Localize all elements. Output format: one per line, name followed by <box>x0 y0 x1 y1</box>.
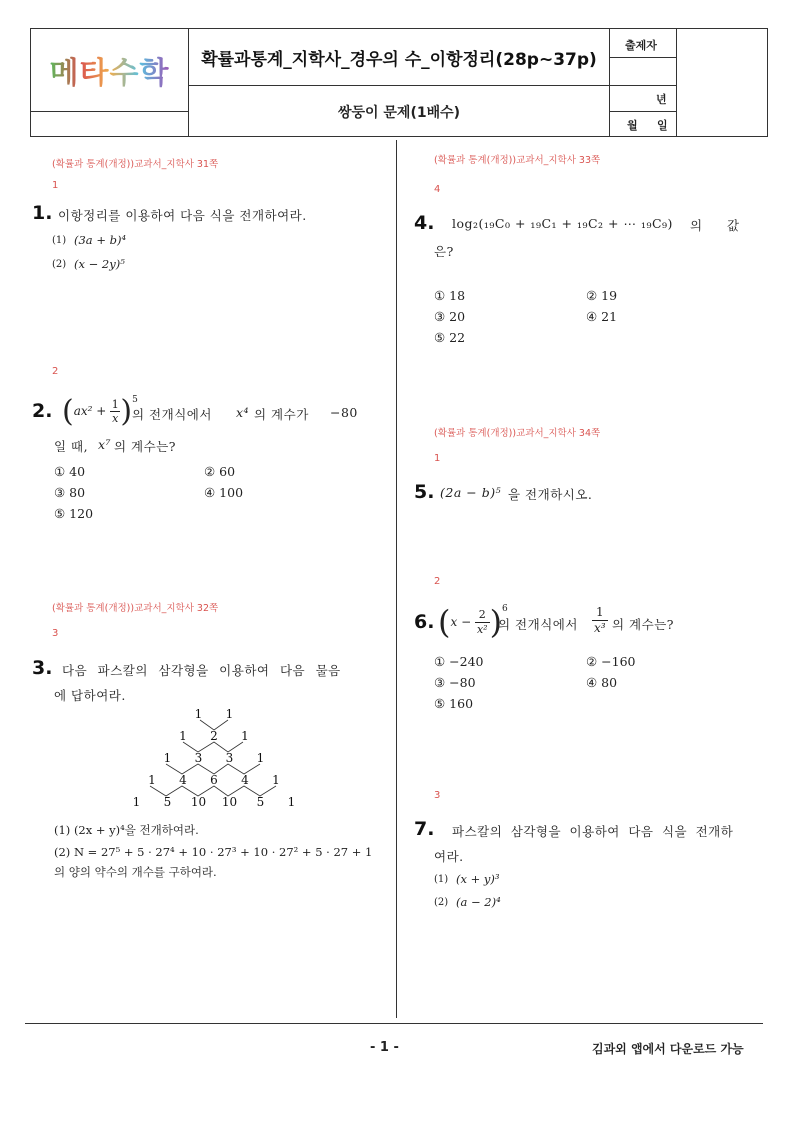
sub-expression: (a − 2)⁴ <box>456 895 501 909</box>
math-value: −80 <box>330 405 358 420</box>
document-title: 확률과통계_지학사_경우의 수_이항정리(28p~37p) <box>201 49 597 70</box>
answer-option[interactable]: ⑤ 160 <box>434 696 474 711</box>
question-text: 을 전개하시오. <box>508 487 593 502</box>
footer-divider <box>25 1023 763 1024</box>
question-text: 의 계수가 <box>254 407 309 422</box>
author-label: 출제자 <box>625 39 657 52</box>
logo-text: 메타수학 <box>50 48 170 92</box>
question-text: 의 전개식에서 <box>132 407 212 422</box>
sub-question: (1) (2x + y)⁴을 전개하여라. <box>54 823 199 837</box>
pascal-number: 4 <box>241 773 249 787</box>
problem-index: 1 <box>52 180 59 191</box>
page-number: - 1 - <box>370 1040 399 1055</box>
question-text: 은? <box>434 244 454 259</box>
sub-question: 의 양의 약수의 개수를 구하여라. <box>54 865 217 879</box>
source-label: (확률과 통계(개정))교과서_지학사 33쪽 <box>434 155 601 166</box>
sub-label: (1) <box>52 235 67 246</box>
answer-option[interactable]: ① 18 <box>434 288 466 303</box>
answer-option[interactable]: ② 19 <box>586 288 618 303</box>
sub-label: (2) <box>52 259 67 270</box>
source-label: (확률과 통계(개정))교과서_지학사 34쪽 <box>434 428 601 439</box>
pascal-number: 2 <box>210 729 218 743</box>
math-term: x⁷ <box>98 437 112 452</box>
problem-index: 1 <box>434 453 441 464</box>
problem-index: 2 <box>434 576 441 587</box>
year-label: 년 <box>656 93 667 106</box>
q2-expression: ( ax² + $\frac{1}{x}$ ) 5 <box>62 393 138 429</box>
pascal-number: 6 <box>210 773 218 787</box>
logo <box>31 29 188 111</box>
pascal-number: 10 <box>221 795 238 809</box>
pascal-number: 1 <box>179 729 187 743</box>
pascal-number: 1 <box>132 795 141 809</box>
sub-label: (1) <box>434 874 449 885</box>
q6-expression: ( x − $\frac{2}{\text{x²}}$ ) 6 <box>438 603 508 641</box>
pascal-number: 1 <box>148 773 156 787</box>
pascal-number: 1 <box>241 729 249 743</box>
pascal-number: 3 <box>225 751 234 765</box>
pascal-triangle <box>128 706 298 814</box>
q6-fraction: 1 x³ <box>594 605 606 635</box>
pascal-number: 5 <box>256 795 265 809</box>
problem-index: 3 <box>434 790 441 801</box>
pascal-number: 1 <box>163 751 172 765</box>
sub-label: (2) <box>434 897 449 908</box>
answer-option[interactable]: ⑤ 120 <box>54 506 94 521</box>
question-text: 에 답하여라. <box>54 688 126 703</box>
answer-option[interactable]: ① 40 <box>54 464 86 479</box>
question-text: 의 계수는? <box>612 617 674 632</box>
download-notice: 김과외 앱에서 다운로드 가능 <box>592 1042 744 1056</box>
problem-index: 2 <box>52 366 59 377</box>
sub-question: (2) N = 27⁵ + 5 · 27⁴ + 10 · 27³ + 10 · 27² + 5 · 27 + 1 <box>54 845 373 859</box>
document-subtitle: 쌍둥이 문제(1배수) <box>337 104 461 121</box>
source-label: (확률과 통계(개정))교과서_지학사 32쪽 <box>52 603 219 614</box>
answer-option[interactable]: ③ 20 <box>434 309 466 324</box>
column-divider <box>396 140 397 1018</box>
question-number: 2. <box>32 400 53 422</box>
header-table <box>30 28 768 137</box>
pascal-number: 10 <box>190 795 207 809</box>
answer-option[interactable]: ③ −80 <box>434 675 476 690</box>
pascal-number: 1 <box>225 707 234 721</box>
pascal-number: 1 <box>287 795 296 809</box>
problem-index: 3 <box>52 628 59 639</box>
pascal-number: 4 <box>179 773 187 787</box>
question-text: 이항정리를 이용하여 다음 식을 전개하여라. <box>58 208 307 223</box>
answer-option[interactable]: ② −160 <box>586 654 636 669</box>
question-number: 6. <box>414 611 435 633</box>
question-text: 의 값 <box>690 218 740 233</box>
question-number: 7. <box>414 818 435 840</box>
math-expression: (2a − b)⁵ <box>440 485 502 500</box>
answer-option[interactable]: ⑤ 22 <box>434 330 466 345</box>
math-term: x⁴ <box>236 405 250 420</box>
answer-option[interactable]: ④ 80 <box>586 675 618 690</box>
question-number: 1. <box>32 202 53 224</box>
answer-option[interactable]: ③ 80 <box>54 485 86 500</box>
answer-option[interactable]: ② 60 <box>204 464 236 479</box>
pascal-number: 1 <box>194 707 203 721</box>
question-text: 다음 파스칼의 삼각형을 이용하여 다음 물음 <box>62 663 341 678</box>
question-text: 의 계수는? <box>114 439 176 454</box>
month-label: 월 <box>627 119 638 132</box>
pascal-number: 5 <box>163 795 172 809</box>
sub-expression: (3a + b)⁴ <box>74 233 127 247</box>
math-expression: log₂(₁₉C₀ + ₁₉C₁ + ₁₉C₂ + ⋯ ₁₉C₉) <box>452 216 673 231</box>
question-text: 여라. <box>434 849 464 864</box>
question-number: 4. <box>414 212 435 234</box>
day-label: 일 <box>657 119 668 132</box>
question-text: 일 때, <box>54 439 89 454</box>
answer-option[interactable]: ④ 100 <box>204 485 244 500</box>
source-label: (확률과 통계(개정))교과서_지학사 31쪽 <box>52 159 219 170</box>
sub-expression: (x − 2y)⁵ <box>74 257 125 271</box>
problem-index: 4 <box>434 184 441 195</box>
question-number: 3. <box>32 657 53 679</box>
pascal-number: 1 <box>272 773 280 787</box>
sub-expression: (x + y)³ <box>456 872 500 886</box>
question-text: 의 전개식에서 <box>498 617 578 632</box>
question-text: 파스칼의 삼각형을 이용하여 다음 식을 전개하 <box>452 824 734 839</box>
question-number: 5. <box>414 481 435 503</box>
pascal-number: 3 <box>194 751 203 765</box>
pascal-number: 1 <box>256 751 265 765</box>
answer-option[interactable]: ④ 21 <box>586 309 618 324</box>
answer-option[interactable]: ① −240 <box>434 654 484 669</box>
